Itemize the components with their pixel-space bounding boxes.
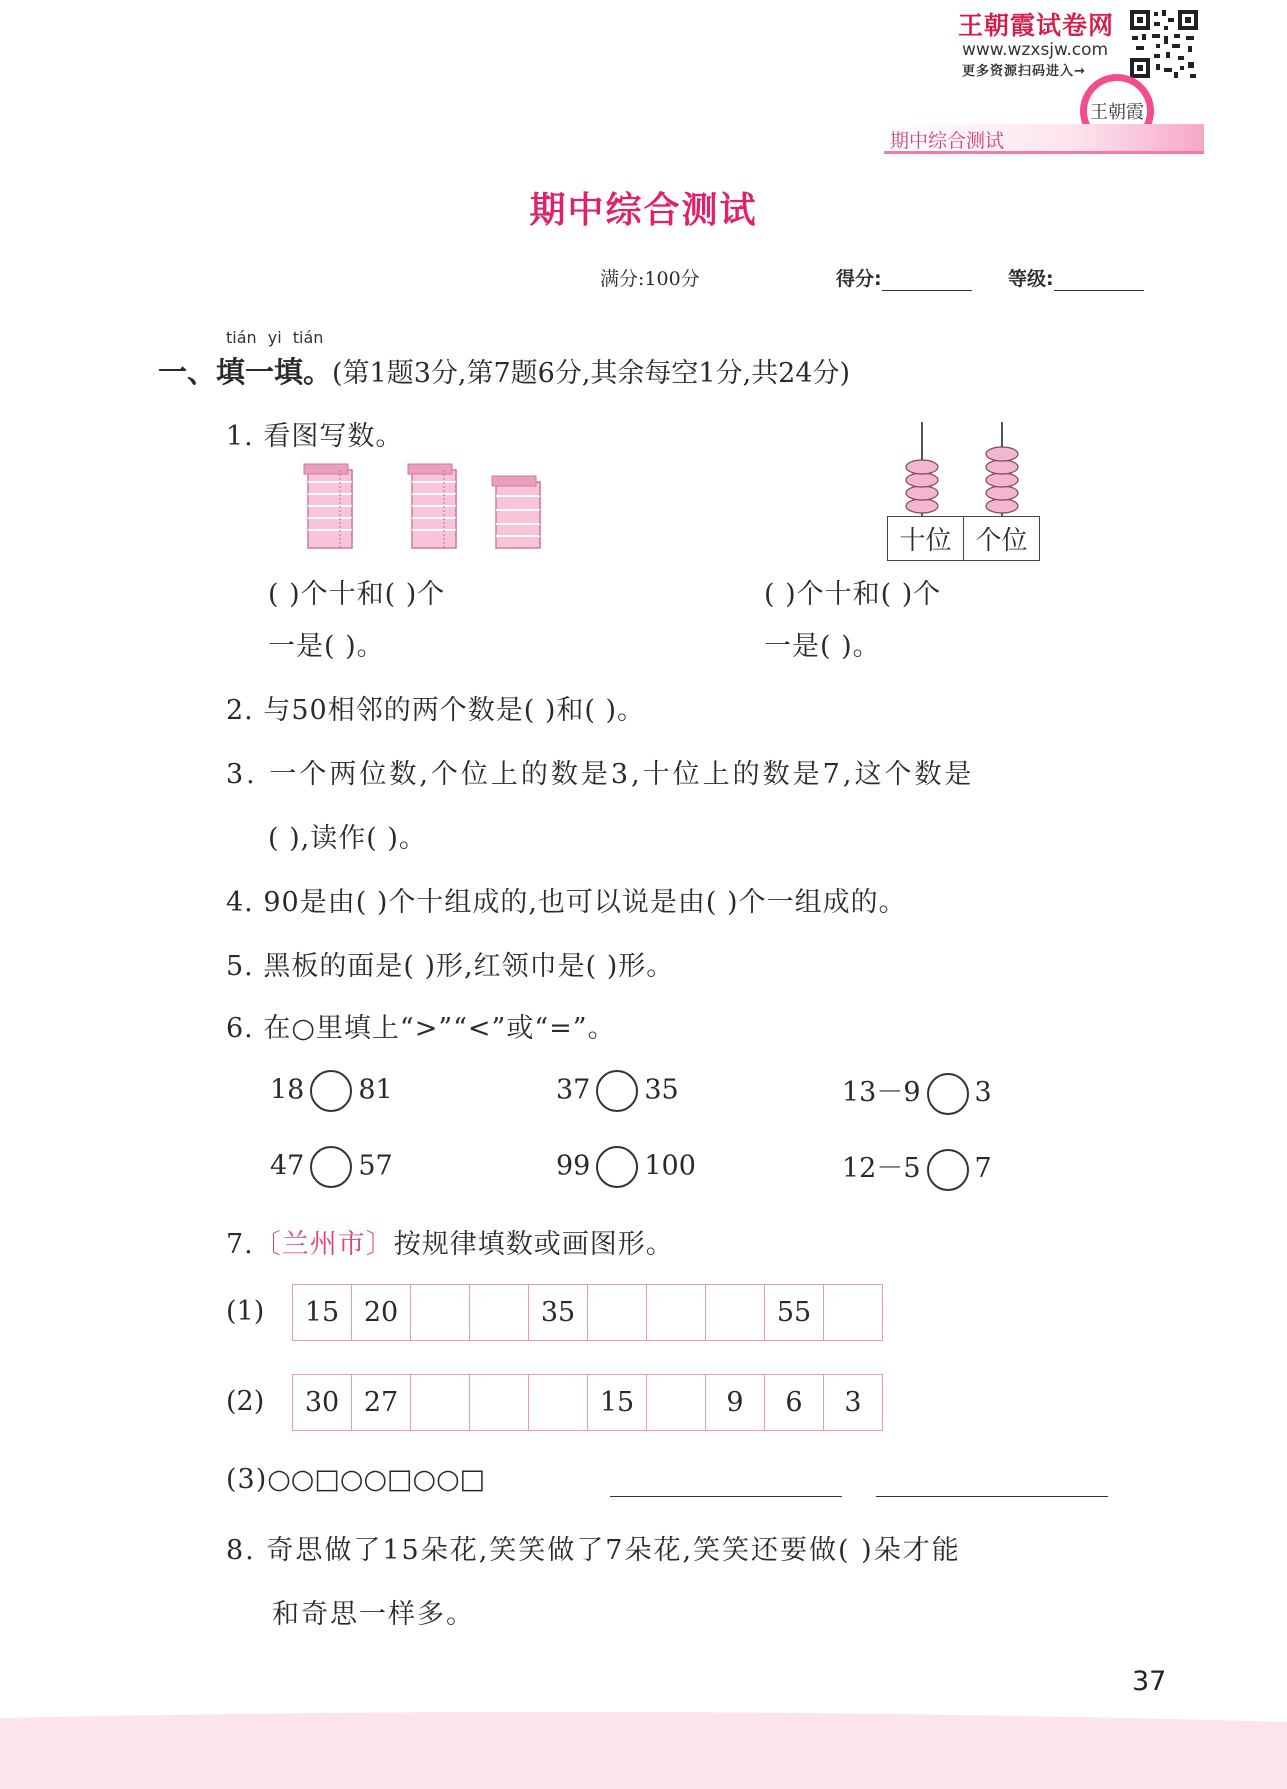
score-field — [836, 264, 972, 291]
score-label: 得分: — [836, 268, 882, 290]
compare-item: 37 35 — [556, 1070, 679, 1112]
q7-instruction: 按规律填数或画图形。 — [393, 1229, 674, 1260]
stick-bundles-image — [300, 462, 560, 558]
compare-item: 13－9 3 — [842, 1070, 992, 1115]
section-heading — [158, 350, 850, 391]
abacus-bead — [986, 499, 1018, 513]
q1-right-answer-line2[interactable]: 一是( )。 — [764, 631, 881, 662]
page-title: 期中综合测试 — [529, 190, 758, 231]
q8-line1[interactable]: 8. 奇思做了15朵花,笑笑做了7朵花,笑笑还要做( )朵才能 — [226, 1535, 961, 1566]
abacus-bead — [906, 460, 938, 474]
compare-circle[interactable] — [310, 1146, 352, 1188]
seq-cell: 9 — [706, 1375, 765, 1431]
abacus-bead — [906, 473, 938, 487]
seq-blank-cell[interactable] — [529, 1375, 588, 1431]
seq1-table — [292, 1284, 883, 1341]
seq-blank-cell[interactable] — [824, 1285, 883, 1341]
seq-blank-cell[interactable] — [647, 1285, 706, 1341]
tens-place-label: 十位 — [888, 517, 964, 561]
seq2-label: (2) — [226, 1386, 265, 1417]
brand-more-text: 更多资源扫码进入→ — [962, 64, 1086, 79]
q3-line1: 3. 一个两位数,个位上的数是3,十位上的数是7,这个数是 — [226, 759, 975, 790]
seq3-label: (3) — [226, 1464, 268, 1495]
abacus-image — [900, 418, 1060, 518]
compare-item: 99 100 — [556, 1146, 696, 1188]
seq-blank-cell[interactable] — [470, 1285, 529, 1341]
compare-circle[interactable] — [927, 1149, 969, 1191]
q2-text[interactable]: 2. 与50相邻的两个数是( )和( )。 — [226, 695, 645, 726]
qr-code-icon[interactable] — [1128, 8, 1200, 80]
seq-blank-cell[interactable] — [706, 1285, 765, 1341]
seq-cell: 15 — [293, 1285, 352, 1341]
seq-blank-cell[interactable] — [411, 1285, 470, 1341]
compare-circle[interactable] — [596, 1146, 638, 1188]
section-pinyin: tián yi tián — [226, 328, 324, 347]
grade-blank[interactable] — [1054, 269, 1144, 291]
q4-text[interactable]: 4. 90是由( )个十组成的,也可以说是由( )个一组成的。 — [226, 887, 907, 918]
seq-cell: 3 — [824, 1375, 883, 1431]
score-blank[interactable] — [882, 269, 972, 291]
section-title: 一、填一填。 — [158, 355, 333, 389]
seq-cell: 20 — [352, 1285, 411, 1341]
q6-prompt: 6. 在○里填上“>”“<”或“=”。 — [226, 1013, 616, 1044]
seq-cell: 27 — [352, 1375, 411, 1431]
compare-item: 18 81 — [270, 1070, 393, 1112]
abacus-bead — [906, 486, 938, 500]
seq-blank-cell[interactable] — [470, 1375, 529, 1431]
q8-line2: 和奇思一样多。 — [272, 1599, 475, 1630]
seq3-row — [226, 1464, 485, 1495]
stick-bundle — [408, 464, 456, 548]
section-tab-label: 期中综合测试 — [890, 130, 1005, 152]
q1-left-answer-line1[interactable]: ( )个十和( )个 — [268, 579, 446, 610]
q7-number: 7. — [226, 1229, 254, 1260]
grade-field — [1008, 264, 1144, 291]
seq-cell: 35 — [529, 1285, 588, 1341]
svg-text:王朝霞: 王朝霞 — [1090, 102, 1144, 123]
seq1-label: (1) — [226, 1296, 265, 1327]
place-value-table — [887, 516, 1040, 561]
section-note: (第1题3分,第7题6分,其余每空1分,共24分) — [332, 358, 851, 389]
seq-cell: 6 — [765, 1375, 824, 1431]
abacus-bead — [986, 447, 1018, 461]
compare-item: 47 57 — [270, 1146, 393, 1188]
footer-band — [0, 1708, 1287, 1789]
seq-cell: 55 — [765, 1285, 824, 1341]
abacus-bead — [906, 499, 938, 513]
seq-cell: 30 — [293, 1375, 352, 1431]
full-marks: 满分:100分 — [600, 268, 700, 290]
ones-place-label: 个位 — [964, 517, 1040, 561]
stick-bundle — [304, 464, 352, 548]
seq3-shapes: ○○□○○□○○□ — [267, 1464, 486, 1495]
seq2-table — [292, 1374, 883, 1431]
compare-circle[interactable] — [596, 1070, 638, 1112]
compare-circle[interactable] — [927, 1073, 969, 1115]
q7-region-tag: 〔兰州市〕 — [253, 1229, 394, 1260]
seq3-answer-blank[interactable] — [876, 1496, 1108, 1497]
page-number: 37 — [1132, 1666, 1167, 1697]
seq-blank-cell[interactable] — [647, 1375, 706, 1431]
q1-left-answer-line2[interactable]: 一是( )。 — [268, 631, 385, 662]
compare-circle[interactable] — [310, 1070, 352, 1112]
abacus-bead — [986, 473, 1018, 487]
seq3-answer-blank[interactable] — [610, 1496, 842, 1497]
compare-item: 12－5 7 — [842, 1146, 992, 1191]
q1-prompt: 1. 看图写数。 — [226, 421, 404, 452]
q7-prompt — [226, 1222, 674, 1261]
q1-right-answer-line1[interactable]: ( )个十和( )个 — [764, 579, 942, 610]
seq-blank-cell[interactable] — [588, 1285, 647, 1341]
stick-bundle — [492, 476, 540, 548]
q5-text[interactable]: 5. 黑板的面是( )形,红领巾是( )形。 — [226, 951, 675, 982]
abacus-bead — [986, 486, 1018, 500]
abacus-bead — [986, 460, 1018, 474]
seq-blank-cell[interactable] — [411, 1375, 470, 1431]
grade-label: 等级: — [1008, 268, 1054, 290]
seq-cell: 15 — [588, 1375, 647, 1431]
brand-logo-text: 王朝霞试卷网 — [958, 11, 1115, 40]
brand-url[interactable]: www.wzxsjw.com — [962, 40, 1109, 60]
q3-line2[interactable]: ( ),读作( )。 — [268, 823, 427, 854]
